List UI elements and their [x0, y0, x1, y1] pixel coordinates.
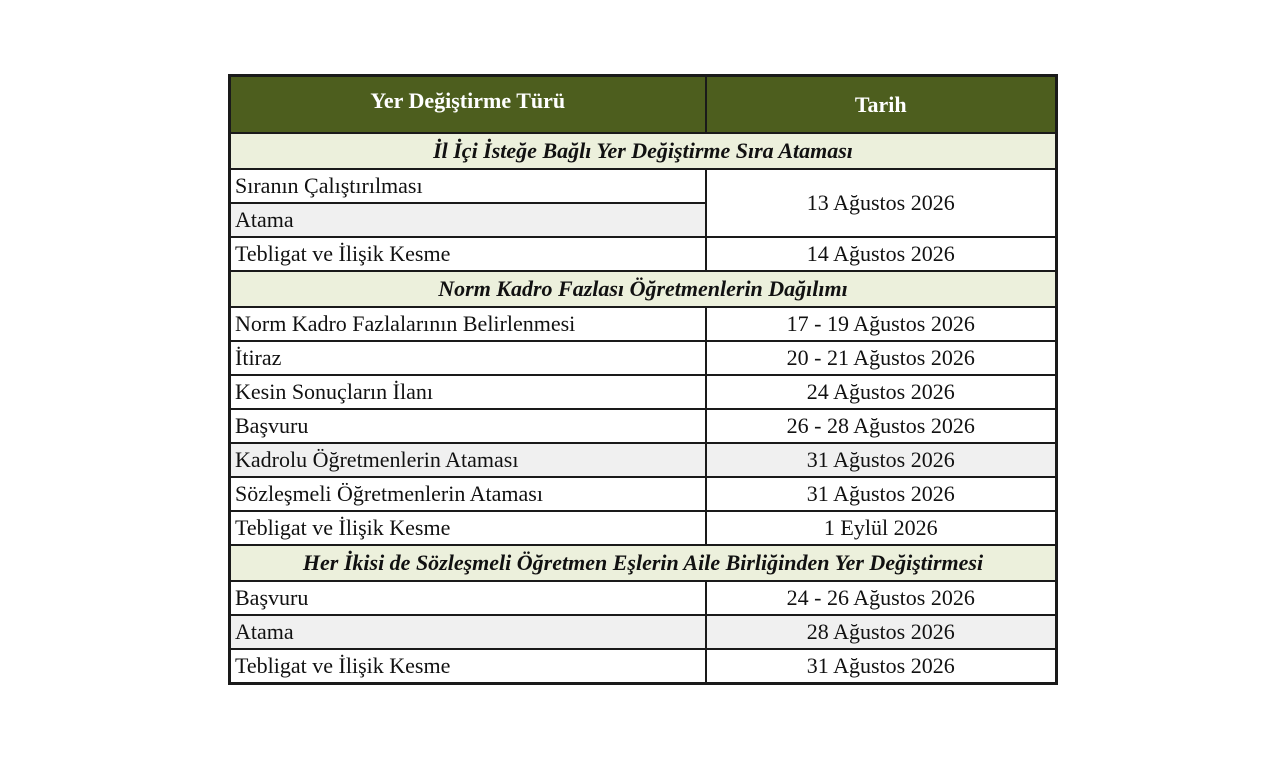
section-title-norm-kadro: Norm Kadro Fazlası Öğretmenlerin Dağılımı	[230, 271, 1057, 307]
table-body	[230, 133, 1057, 684]
table-row	[230, 409, 1057, 443]
schedule-table	[228, 74, 1058, 685]
table-row	[230, 341, 1057, 375]
row-date: 31 Ağustos 2026	[706, 649, 1057, 684]
table-row	[230, 581, 1057, 615]
row-label: Başvuru	[230, 581, 706, 615]
table-row	[230, 477, 1057, 511]
table-row	[230, 169, 1057, 203]
table-header	[230, 76, 1057, 134]
row-date: 31 Ağustos 2026	[706, 477, 1057, 511]
table-row	[230, 237, 1057, 271]
row-date: 26 - 28 Ağustos 2026	[706, 409, 1057, 443]
row-label: Norm Kadro Fazlalarının Belirlenmesi	[230, 307, 706, 341]
row-label: Kadrolu Öğretmenlerin Ataması	[230, 443, 706, 477]
table-row	[230, 615, 1057, 649]
row-date: 20 - 21 Ağustos 2026	[706, 341, 1057, 375]
table-row	[230, 443, 1057, 477]
header-type: Yer Değiştirme Türü	[230, 76, 706, 134]
row-date: 14 Ağustos 2026	[706, 237, 1057, 271]
row-label: Başvuru	[230, 409, 706, 443]
row-label: Tebligat ve İlişik Kesme	[230, 649, 706, 684]
section-row	[230, 545, 1057, 581]
row-date: 13 Ağustos 2026	[706, 169, 1057, 237]
row-date: 24 Ağustos 2026	[706, 375, 1057, 409]
table-row	[230, 307, 1057, 341]
table-row	[230, 649, 1057, 684]
row-date: 1 Eylül 2026	[706, 511, 1057, 545]
row-label: Atama	[230, 615, 706, 649]
row-date: 28 Ağustos 2026	[706, 615, 1057, 649]
row-label: Sıranın Çalıştırılması	[230, 169, 706, 203]
row-label: Tebligat ve İlişik Kesme	[230, 237, 706, 271]
header-row	[230, 76, 1057, 134]
row-label: Atama	[230, 203, 706, 237]
row-label: Tebligat ve İlişik Kesme	[230, 511, 706, 545]
section-row	[230, 133, 1057, 169]
section-title-aile-birligi: Her İkisi de Sözleşmeli Öğretmen Eşlerin Aile Birliğinden Yer Değiştirmesi	[230, 545, 1057, 581]
row-label: Kesin Sonuçların İlanı	[230, 375, 706, 409]
row-date: 31 Ağustos 2026	[706, 443, 1057, 477]
row-label: Sözleşmeli Öğretmenlerin Ataması	[230, 477, 706, 511]
header-date: Tarih	[706, 76, 1057, 134]
table-row	[230, 511, 1057, 545]
row-date: 17 - 19 Ağustos 2026	[706, 307, 1057, 341]
table-row	[230, 375, 1057, 409]
row-label: İtiraz	[230, 341, 706, 375]
section-row	[230, 271, 1057, 307]
section-title-il-ici: İl İçi İsteğe Bağlı Yer Değiştirme Sıra Ataması	[230, 133, 1057, 169]
row-date: 24 - 26 Ağustos 2026	[706, 581, 1057, 615]
